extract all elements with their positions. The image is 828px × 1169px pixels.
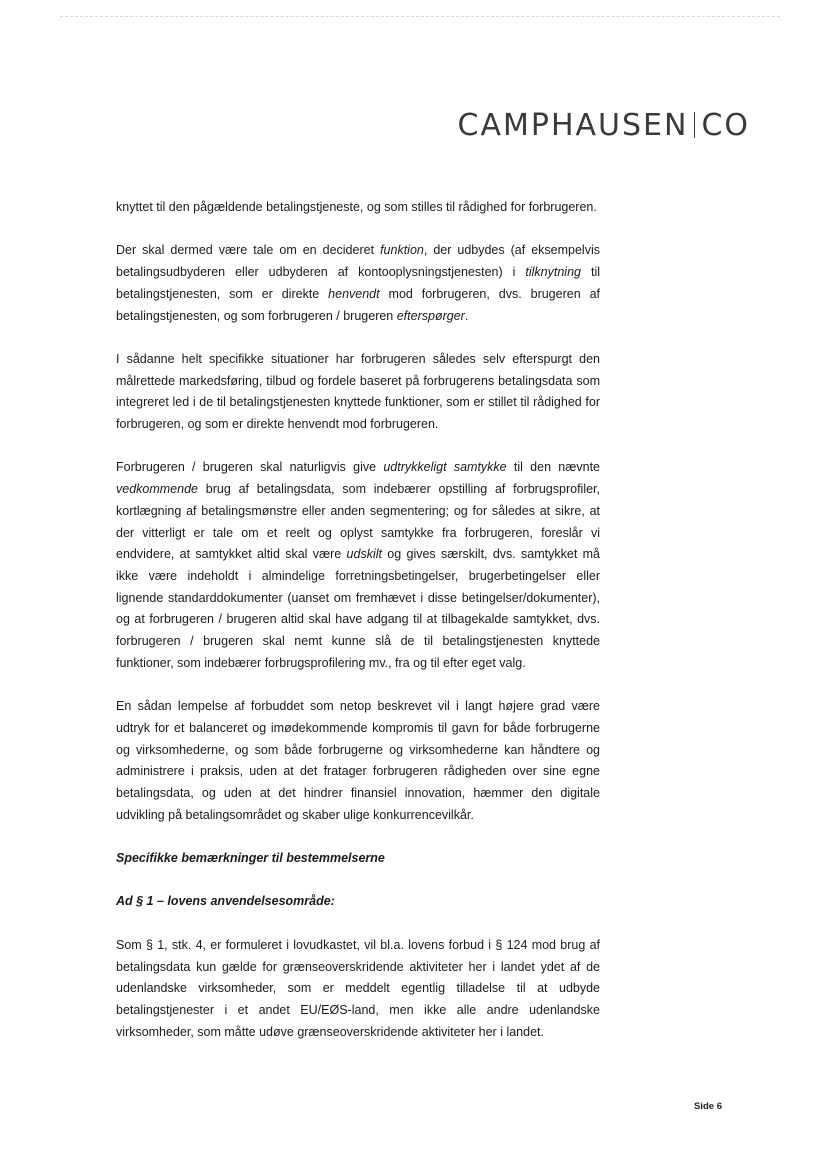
emphasized-text: efterspørger [396,308,465,323]
text-run: brug af betalingsdata, som indebærer opstilling af forbrugsprofiler, kortlægning af betalingsmønstre eller anden segmentering; og for således at sikre, at der vitterligt er tale om et reelt og oplyst samtykke fra forbrugeren, foreslår vi endvidere, at samtykket altid skal være [116,482,600,562]
body-paragraph [116,349,600,436]
page-number: Side 6 [694,1101,722,1112]
emphasized-text: udtrykkeligt samtykke [383,460,507,475]
body-paragraph [116,197,600,219]
body-paragraph [116,240,600,327]
text-run: Forbrugeren / brugeren skal naturligvis give [116,460,384,475]
emphasized-text: tilknytning [525,265,581,280]
emphasized-text: udskilt [346,547,382,562]
text-run: og gives særskilt, dvs. samtykket må ikke være indeholdt i almindelige forretningsbetingelser, brugerbetingelser eller lignende standarddokumenter (uanset om fremhævet i disse betingelser/dokumenter), og at forbrugeren / brugeren altid skal have adgang til at tilbagekalde samtykket, dvs. forbrugeren / brugeren skal nemt kunne slå de til betalingstjenesten knyttede funktioner, som indebærer forbrugsprofilering mv., fra og til efter eget valg. [116,547,600,670]
emphasized-text: funktion [380,243,424,258]
header-divider [60,16,780,18]
text-run: mod forbrugeren, dvs. brugeren af betalingstjenesten, og som forbrugeren / brugeren [116,286,600,323]
text-run: . [464,308,469,323]
text-run: knyttet til den pågældende betalingstjeneste, og som stilles til rådighed for forbrugeren. [116,200,597,214]
emphasized-text: vedkommende [116,482,198,497]
logo-main-text: CAMPHAUSEN [457,108,689,143]
body-paragraph [116,457,600,674]
text-run: til den nævnte [506,460,601,475]
text-run: , der udbydes (af eksempelvis betalingsudbyderen eller udbyderen af kontooplysningstjenesten) i [116,243,600,280]
text-run: til betalingstjenesten, som er direkte [116,265,601,301]
text-run: Der skal dermed være tale om en decideret [116,243,381,258]
company-logo [458,108,751,143]
logo-separator [694,112,695,138]
logo-suffix-text: CO [701,108,750,143]
text-run: I sådanne helt specifikke situationer har forbrugeren således selv efterspurgt den målrettede markedsføring, tilbud og fordele baseret på forbrugerens betalingsdata som integreret led i de til betalingstjenesten knyttede funktioner, som er stillet til rådighed for forbrugeren, og som er direkte henvendt mod forbrugeren. [116,351,600,431]
section-heading-paragraph-1: Ad § 1 – lovens anvendelsesområde: [116,894,335,909]
document-body [116,197,600,1065]
text-run: En sådan lempelse af forbuddet som netop beskrevet vil i langt højere grad være udtryk for et balanceret og imødekommende kompromis til gavn for både forbrugerne og virksomhederne, og som både forbrugerne og virksomhederne kan håndtere og administrere i praksis, uden at det fratager forbrugeren rådigheden over sine egne betalingsdata, og uden at det hindrer finansiel innovation, hæmmer den digitale udvikling på betalingsområdet og skaber ulige konkurrencevilkår. [116,699,600,822]
emphasized-text: henvendt [328,286,380,301]
body-paragraph-section-1: Som § 1, stk. 4, er formuleret i lovudkastet, vil bl.a. lovens forbud i § 124 mod brug af betalingsdata kun gælde for grænseoverskridende aktiviteter her i landet ydet af de udenlandske virksomheder, som er meddelt egentlig tilladelse til at udbyde betalingstjenester i et andet EU/EØS-land, men ikke alle andre udenlandske virksomheder, som måtte udøve grænseoverskridende aktiviteter her i landet. [116,937,600,1039]
section-heading-specific-remarks: Specifikke bemærkninger til bestemmelserne [116,851,385,866]
body-paragraph [116,696,600,826]
